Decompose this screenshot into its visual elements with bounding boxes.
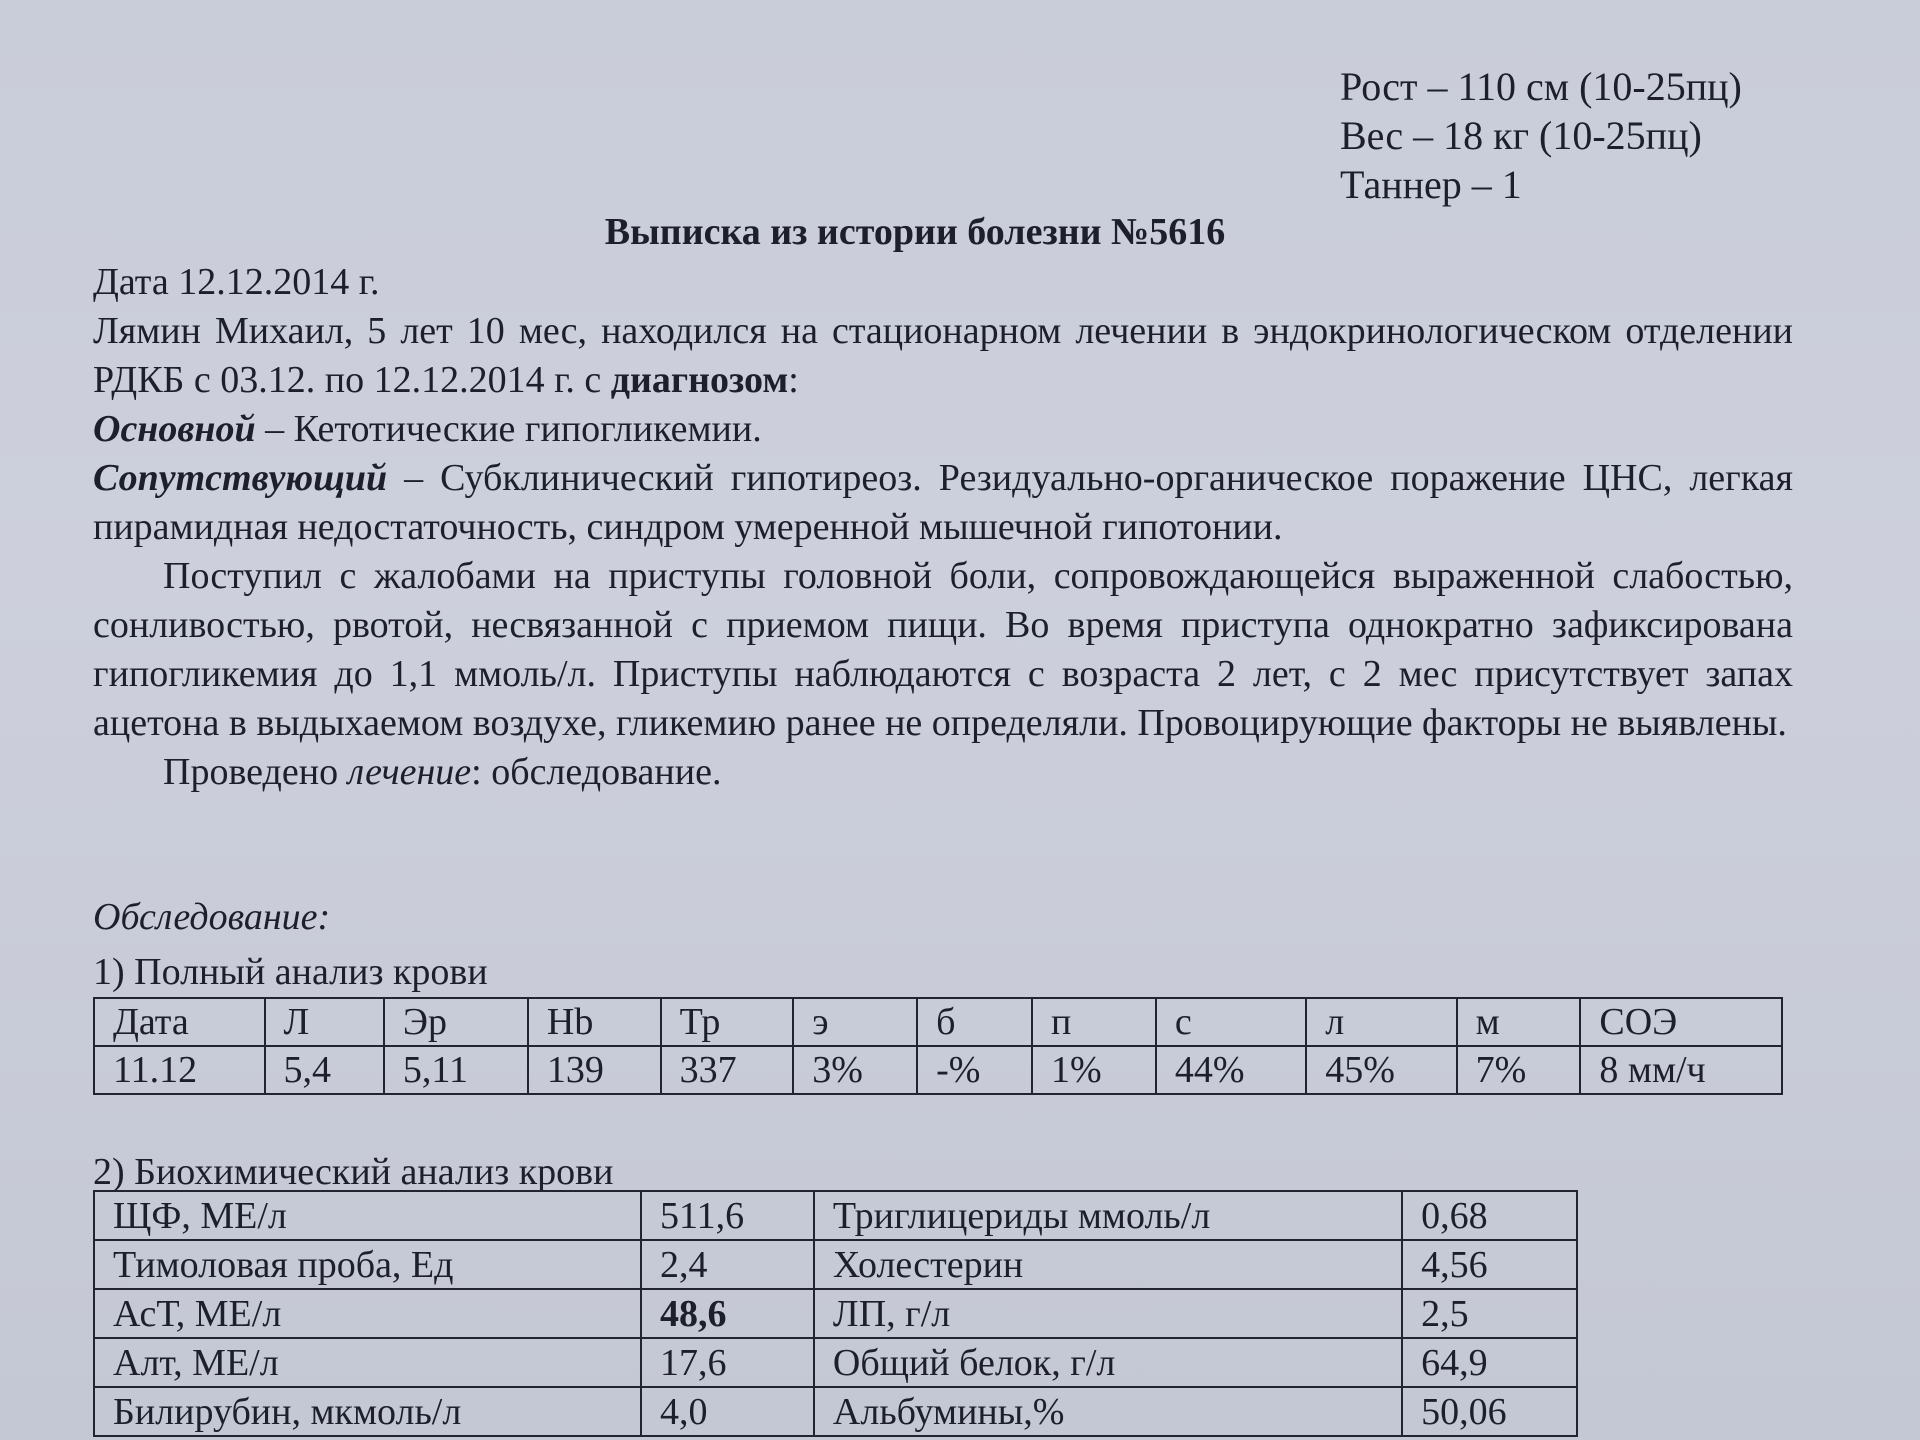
cbc-header-cell: м [1457,998,1581,1046]
cbc-header-cell: э [793,998,917,1046]
cbc-header-cell: Тр [661,998,794,1046]
exam-heading: Обследование: [93,896,331,938]
biochem-value: 2,5 [1402,1289,1577,1338]
complaints-paragraph: Поступил с жалобами на приступы головной боли, сопровождающейся выраженной слабостью, сонливостью, рвотой, несвязанной с приемом пищи. Во время приступа однократно зафиксирована гипогликемия до 1,1 ммоль/л. Приступы наблюдаются с возраста 2 лет, с 2 мес присутствует запах ацетона в выдыхаемом воздухе, гликемию ранее не определяли. Провоцирующие факторы не выявлены. [93,555,1793,744]
tanner-line: Таннер – 1 [1340,162,1522,207]
biochem-value: 50,06 [1402,1387,1577,1436]
biochem-value: 4,0 [641,1387,814,1436]
cbc-value-cell: 3% [793,1046,917,1094]
biochem-value: 64,9 [1402,1338,1577,1387]
biochem-param: АсТ, МЕ/л [94,1289,641,1338]
cbc-header-cell: Эр [384,998,528,1046]
biochem-value-highlighted: 48,6 [641,1289,814,1338]
cbc-header-cell: с [1156,998,1306,1046]
biochem-value: 511,6 [641,1191,814,1240]
cbc-header-row [94,998,1782,1046]
treatment-suffix: : обследование. [471,751,722,793]
cbc-value-cell: 7% [1457,1046,1581,1094]
date-line: Дата 12.12.2014 г. [93,261,380,303]
treatment-line [93,748,1793,797]
cbc-value-row [94,1046,1782,1094]
cbc-header-cell: Hb [528,998,661,1046]
anthropometry-block [1340,62,1742,209]
cbc-value-cell: 44% [1156,1046,1306,1094]
intro-paragraph [93,307,1793,405]
cbc-value-cell: 337 [661,1046,794,1094]
cbc-header-cell: б [917,998,1032,1046]
cbc-value-cell: 5,4 [265,1046,384,1094]
biochem-param: Альбумины,% [814,1387,1402,1436]
cbc-header-cell: Дата [94,998,265,1046]
biochem-row [94,1338,1577,1387]
cbc-value-cell: -% [917,1046,1032,1094]
cbc-header-cell: п [1032,998,1156,1046]
biochem-param: Алт, МЕ/л [94,1338,641,1387]
discharge-text [93,258,1793,797]
cbc-header-cell: л [1306,998,1456,1046]
main-diagnosis-text: – Кетотические гипогликемии. [255,408,762,450]
weight-line: Вес – 18 кг (10-25пц) [1340,113,1702,158]
cbc-caption: 1) Полный анализ крови [93,951,488,993]
height-line: Рост – 110 см (10-25пц) [1340,64,1742,109]
treatment-word: лечение [347,751,472,793]
biochem-row [94,1387,1577,1436]
intro-tail: : [788,359,799,401]
biochem-param: ЛП, г/л [814,1289,1402,1338]
cbc-value-cell: 8 мм/ч [1580,1046,1782,1094]
biochem-value: 4,56 [1402,1240,1577,1289]
biochem-row [94,1289,1577,1338]
cbc-value-cell: 5,11 [384,1046,528,1094]
biochem-table [93,1190,1578,1437]
cbc-value-cell: 1% [1032,1046,1156,1094]
cbc-value-cell: 11.12 [94,1046,265,1094]
biochem-value: 2,4 [641,1240,814,1289]
biochem-param: ЩФ, МЕ/л [94,1191,641,1240]
cbc-value-cell: 139 [528,1046,661,1094]
concomitant-text: – Субклинический гипотиреоз. Резидуально-органическое поражение ЦНС, легкая пирамидная недостаточность, синдром умеренной мышечной гипотонии. [93,457,1793,548]
concomitant-label: Сопутствующий [93,457,388,499]
biochem-param: Холестерин [814,1240,1402,1289]
treatment-prefix: Проведено [163,751,348,793]
biochem-value: 17,6 [641,1338,814,1387]
cbc-value-cell: 45% [1306,1046,1456,1094]
biochem-caption: 2) Биохимический анализ крови [93,1151,614,1193]
document-title: Выписка из истории болезни №5616 [604,211,1226,253]
concomitant-diagnosis [93,454,1793,552]
main-diagnosis-label: Основной [93,408,256,450]
cbc-table [93,997,1783,1095]
main-diagnosis [93,405,1793,454]
cbc-header-cell: СОЭ [1580,998,1782,1046]
cbc-header-cell: Л [265,998,384,1046]
biochem-row [94,1191,1577,1240]
biochem-row [94,1240,1577,1289]
biochem-param: Тимоловая проба, Ед [94,1240,641,1289]
biochem-param: Триглицериды ммоль/л [814,1191,1402,1240]
biochem-value: 0,68 [1402,1191,1577,1240]
biochem-param: Общий белок, г/л [814,1338,1402,1387]
intro-text: Лямин Михаил, 5 лет 10 мес, находился на стационарном лечении в эндокринологическом отделении РДКБ с 03.12. по 12.12.2014 г. с [93,310,1793,401]
diagnosis-word: диагнозом [610,359,789,401]
biochem-param: Билирубин, мкмоль/л [94,1387,641,1436]
